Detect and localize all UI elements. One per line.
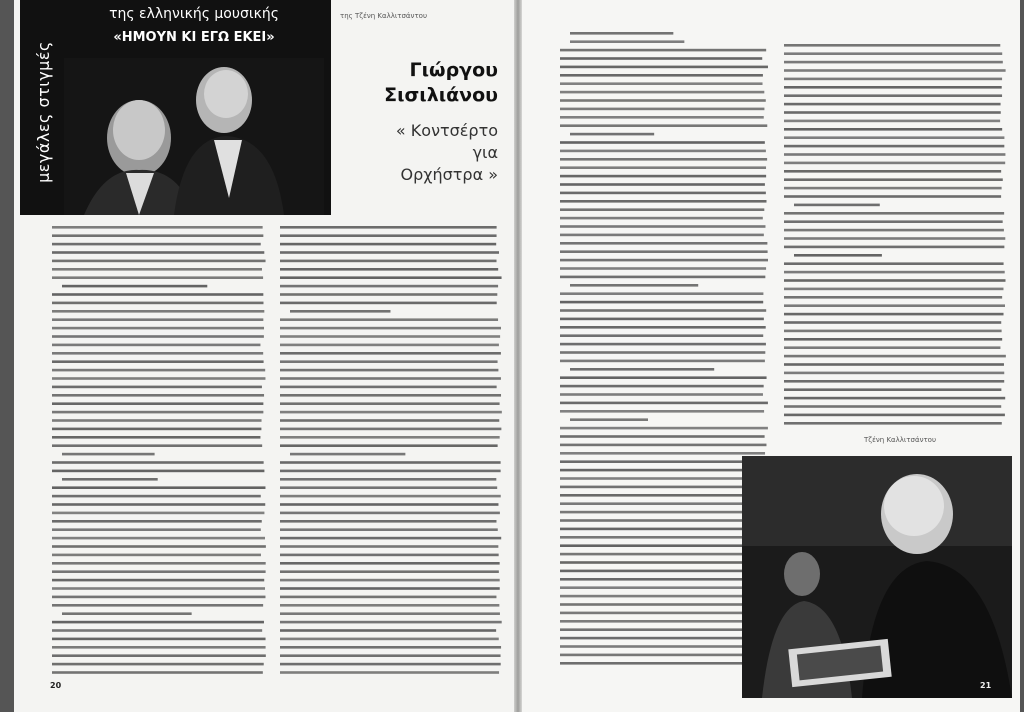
text-line xyxy=(280,537,501,540)
text-line xyxy=(280,663,501,666)
text-line xyxy=(560,452,765,455)
text-line xyxy=(280,579,500,582)
text-line xyxy=(784,220,1003,223)
series-subtitle: «ΗΜΟΥΝ ΚΙ ΕΓΩ ΕΚΕΙ» xyxy=(113,30,275,45)
text-line xyxy=(52,520,262,523)
text-line xyxy=(784,372,1004,375)
text-line xyxy=(560,158,767,161)
text-line xyxy=(280,251,499,254)
composer-line-1: Γιώργου xyxy=(409,59,498,81)
text-line xyxy=(280,344,499,347)
text-line xyxy=(52,587,265,590)
text-line xyxy=(280,528,498,531)
text-line xyxy=(784,86,1002,89)
text-line xyxy=(52,604,263,607)
text-line xyxy=(560,595,762,598)
text-line xyxy=(784,187,1002,190)
text-line xyxy=(280,671,499,674)
text-line xyxy=(280,360,498,363)
text-line xyxy=(560,553,767,556)
text-line xyxy=(52,537,265,540)
text-line xyxy=(560,402,768,405)
scan-edge-left xyxy=(0,0,14,712)
text-line xyxy=(560,662,768,665)
text-line xyxy=(784,120,1000,123)
text-line xyxy=(560,427,768,430)
scan-edge-right xyxy=(1020,0,1024,712)
text-line xyxy=(784,338,1002,341)
text-line xyxy=(52,486,265,489)
text-line xyxy=(560,586,764,589)
text-line xyxy=(280,554,499,557)
text-line xyxy=(52,444,262,447)
text-line xyxy=(560,536,768,539)
text-line xyxy=(560,49,766,52)
text-line xyxy=(280,226,497,229)
text-line xyxy=(280,411,502,414)
text-line xyxy=(52,360,264,363)
text-line xyxy=(560,528,766,531)
text-line xyxy=(560,166,766,169)
text-line xyxy=(560,259,768,262)
series-title: της ελληνικής μουσικής xyxy=(109,6,279,22)
text-line xyxy=(52,268,262,271)
text-line xyxy=(52,596,265,599)
text-line xyxy=(52,461,264,464)
text-column-1 xyxy=(52,222,266,674)
text-line xyxy=(560,57,762,60)
text-line xyxy=(52,562,266,565)
text-line xyxy=(784,279,1006,282)
text-line xyxy=(280,268,498,271)
text-line xyxy=(560,570,766,573)
text-line xyxy=(784,153,1005,156)
text-line xyxy=(52,512,264,515)
text-line xyxy=(784,94,1002,97)
text-line xyxy=(280,335,500,338)
text-line xyxy=(52,243,261,246)
text-line xyxy=(560,603,765,606)
text-line xyxy=(784,414,1005,417)
text-line xyxy=(560,376,767,379)
text-line xyxy=(280,638,499,641)
text-line xyxy=(784,380,1004,383)
text-line xyxy=(280,503,498,506)
text-line xyxy=(560,654,764,657)
column-text-lines xyxy=(280,222,502,674)
text-line xyxy=(280,444,498,447)
right-page xyxy=(522,0,1020,712)
text-line xyxy=(560,561,765,564)
text-line xyxy=(784,321,1001,324)
text-line xyxy=(280,386,497,389)
text-line xyxy=(280,436,500,439)
text-line xyxy=(52,621,264,624)
text-line xyxy=(52,495,261,498)
text-line xyxy=(784,355,1006,358)
text-line xyxy=(280,629,496,632)
text-line xyxy=(560,292,763,295)
text-line xyxy=(280,612,500,615)
text-line xyxy=(784,78,1002,81)
text-line xyxy=(52,318,263,321)
text-line xyxy=(560,385,764,388)
text-line xyxy=(794,254,882,257)
vertical-section-label: μεγάλες στιγμές xyxy=(34,41,53,183)
text-line xyxy=(784,262,1004,265)
text-line xyxy=(52,251,264,254)
text-line xyxy=(52,394,264,397)
text-column-2 xyxy=(280,222,502,674)
text-line xyxy=(560,351,765,354)
text-line xyxy=(52,554,261,557)
text-line xyxy=(290,453,405,456)
column-text-lines xyxy=(560,28,768,668)
text-line xyxy=(560,74,763,77)
text-line xyxy=(560,544,763,547)
text-line xyxy=(52,344,260,347)
text-line xyxy=(52,663,264,666)
text-line xyxy=(52,503,265,506)
text-line xyxy=(560,486,766,489)
text-line xyxy=(560,343,766,346)
text-line xyxy=(280,428,501,431)
work-line-1: « Κοντσέρτο xyxy=(395,121,498,140)
text-line xyxy=(280,646,501,649)
text-line xyxy=(784,246,1004,249)
text-line xyxy=(280,276,502,279)
text-line xyxy=(784,288,1003,291)
text-line xyxy=(784,52,1002,55)
text-line xyxy=(52,638,266,641)
text-line xyxy=(560,208,764,211)
page-number-right: 21 xyxy=(980,681,992,690)
text-line xyxy=(560,502,763,505)
text-line xyxy=(784,271,1005,274)
text-line xyxy=(280,495,501,498)
text-line xyxy=(784,178,1003,181)
text-line xyxy=(280,570,499,573)
text-line xyxy=(560,360,765,363)
text-line xyxy=(52,352,263,355)
text-line xyxy=(560,620,767,623)
text-line xyxy=(280,621,502,624)
text-line xyxy=(784,397,1005,400)
text-line xyxy=(784,61,1003,64)
text-line xyxy=(560,511,764,514)
text-line xyxy=(52,369,265,372)
text-line xyxy=(52,377,265,380)
text-line xyxy=(784,313,1004,316)
text-line xyxy=(784,44,1000,47)
text-line xyxy=(560,578,763,581)
text-line xyxy=(784,330,1002,333)
text-line xyxy=(570,284,698,287)
text-column-4 xyxy=(784,40,1006,432)
text-line xyxy=(280,394,501,397)
text-line xyxy=(52,226,263,229)
article-title-composer xyxy=(340,58,498,108)
text-column-3 xyxy=(560,28,768,668)
text-line xyxy=(280,461,501,464)
text-line xyxy=(280,512,500,515)
text-line xyxy=(560,309,766,312)
text-line xyxy=(784,212,1004,215)
text-line xyxy=(52,335,264,338)
text-line xyxy=(280,478,496,481)
text-line xyxy=(280,318,498,321)
text-line xyxy=(784,170,1001,173)
text-line xyxy=(280,302,497,305)
text-line xyxy=(560,477,764,480)
text-line xyxy=(280,352,501,355)
text-line xyxy=(560,301,763,304)
text-line xyxy=(794,204,880,207)
text-line xyxy=(784,195,1001,198)
text-line xyxy=(784,136,1004,139)
text-line xyxy=(570,418,648,421)
column-text-lines xyxy=(784,40,1006,432)
text-line xyxy=(784,145,1004,148)
text-line xyxy=(560,410,764,413)
text-line xyxy=(784,422,1002,425)
text-line xyxy=(560,82,763,85)
text-line xyxy=(62,612,192,615)
article-title-work xyxy=(340,120,498,186)
text-line xyxy=(784,69,1006,72)
text-line xyxy=(280,243,496,246)
author-signature: Τζένη Καλλιτσάντου xyxy=(864,436,937,444)
text-line xyxy=(290,310,390,313)
text-line xyxy=(560,141,765,144)
text-line xyxy=(280,285,498,288)
text-line xyxy=(560,192,766,195)
text-line xyxy=(560,469,766,472)
text-line xyxy=(280,486,497,489)
text-line xyxy=(784,304,1005,307)
text-line xyxy=(560,460,764,463)
text-line xyxy=(560,637,767,640)
text-line xyxy=(280,604,499,607)
column-text-lines xyxy=(52,222,266,674)
left-page xyxy=(14,0,514,712)
text-line xyxy=(280,260,497,263)
text-line xyxy=(52,428,261,431)
text-line xyxy=(560,234,764,237)
text-line xyxy=(560,628,766,631)
text-line xyxy=(570,133,654,136)
text-line xyxy=(52,419,262,422)
text-line xyxy=(52,386,262,389)
text-line xyxy=(52,234,263,237)
text-line xyxy=(280,293,497,296)
text-line xyxy=(560,242,767,245)
text-line xyxy=(52,629,262,632)
text-line xyxy=(52,310,264,313)
text-line xyxy=(560,124,767,127)
text-line xyxy=(52,327,264,330)
text-line xyxy=(560,393,763,396)
text-line xyxy=(560,116,764,119)
text-line xyxy=(280,234,497,237)
text-line xyxy=(560,225,765,228)
text-line xyxy=(280,419,499,422)
text-line xyxy=(560,276,765,279)
text-line xyxy=(52,302,263,305)
text-line xyxy=(560,326,766,329)
text-line xyxy=(560,494,765,497)
text-line xyxy=(560,217,763,220)
text-line xyxy=(280,327,501,330)
work-line-2: για xyxy=(472,143,498,162)
text-line xyxy=(52,545,266,548)
text-line xyxy=(560,150,766,153)
text-line xyxy=(784,128,1002,131)
text-line xyxy=(52,260,266,263)
text-line xyxy=(560,66,768,69)
text-line xyxy=(784,237,1005,240)
text-line xyxy=(560,318,764,321)
text-line xyxy=(280,369,498,372)
text-line xyxy=(560,612,766,615)
text-line xyxy=(280,596,496,599)
text-line xyxy=(280,562,500,565)
text-line xyxy=(784,363,1004,366)
spine-gutter xyxy=(514,0,522,712)
text-line xyxy=(560,267,766,270)
text-line xyxy=(52,470,264,473)
text-line xyxy=(560,519,766,522)
text-line xyxy=(560,108,764,111)
text-line xyxy=(570,32,673,35)
text-line xyxy=(280,545,498,548)
text-line xyxy=(784,296,1002,299)
text-line xyxy=(560,175,766,178)
text-line xyxy=(784,346,1000,349)
text-line xyxy=(52,293,263,296)
text-line xyxy=(784,162,1005,165)
text-line xyxy=(784,388,1001,391)
text-line xyxy=(62,285,207,288)
text-line xyxy=(560,435,765,438)
text-line xyxy=(560,99,766,102)
photo-scene xyxy=(742,456,1012,698)
text-line xyxy=(280,402,500,405)
text-line xyxy=(560,91,764,94)
text-line xyxy=(784,111,1001,114)
text-line xyxy=(280,654,501,657)
header-photo xyxy=(20,0,331,215)
text-line xyxy=(52,411,263,414)
text-line xyxy=(560,444,766,447)
text-line xyxy=(560,334,763,337)
composer-line-2: Σισιλιάνου xyxy=(384,84,498,106)
text-line xyxy=(280,470,501,473)
page-number-left: 20 xyxy=(50,681,62,690)
text-line xyxy=(784,103,1001,106)
author-byline: της Τζένη Καλλιτσάντου xyxy=(340,12,428,20)
text-line xyxy=(570,368,714,371)
text-line xyxy=(62,478,158,481)
text-line xyxy=(560,645,768,648)
text-line xyxy=(784,405,1001,408)
text-line xyxy=(784,229,1004,232)
text-line xyxy=(52,402,263,405)
text-line xyxy=(570,40,684,43)
photo-two-men xyxy=(64,58,324,215)
text-line xyxy=(560,183,765,186)
photo-composer-at-piano xyxy=(742,456,1012,698)
text-line xyxy=(52,570,266,573)
text-line xyxy=(52,654,266,657)
work-line-3: Ορχήστρα » xyxy=(400,165,498,184)
text-line xyxy=(52,579,264,582)
text-line xyxy=(560,200,766,203)
text-line xyxy=(280,520,496,523)
text-line xyxy=(62,453,155,456)
text-line xyxy=(52,276,263,279)
text-line xyxy=(52,646,266,649)
text-line xyxy=(52,436,260,439)
text-line xyxy=(560,250,768,253)
text-line xyxy=(52,528,261,531)
text-line xyxy=(280,587,500,590)
text-line xyxy=(52,671,263,674)
text-line xyxy=(280,377,501,380)
